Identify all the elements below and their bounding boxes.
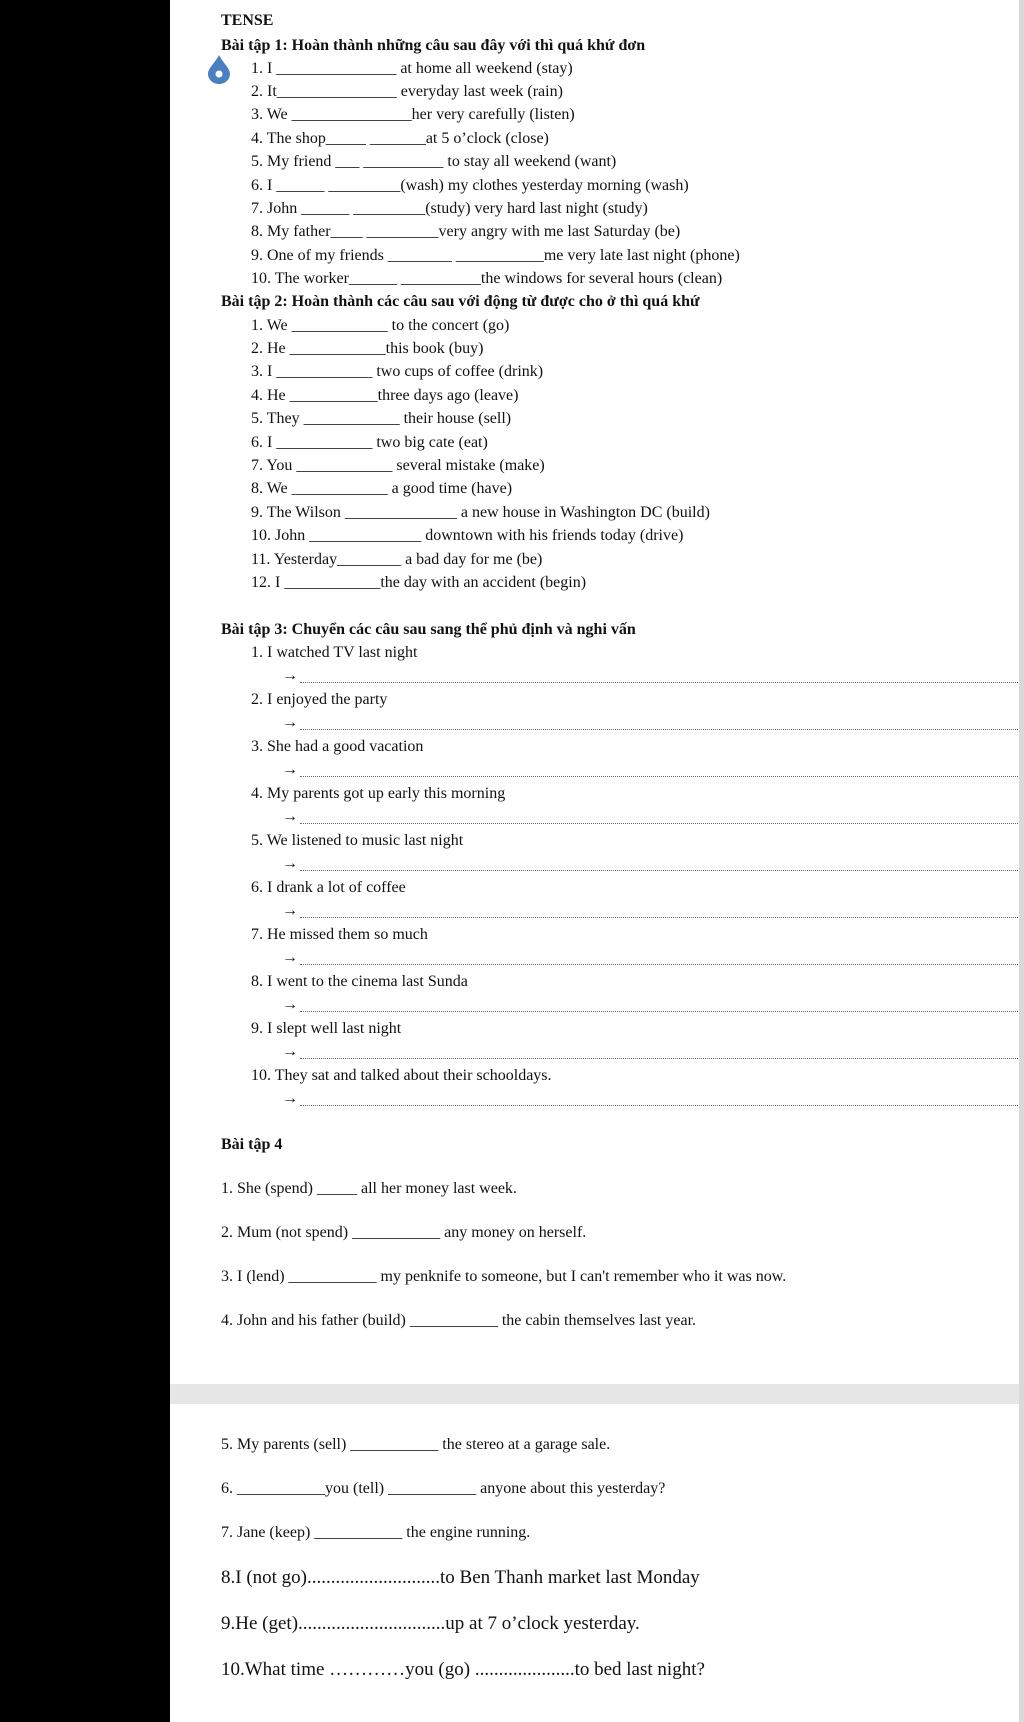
answer-arrow: → [282,761,298,778]
exercise-1-item: 6. I ______ _________(wash) my clothes yesterday morning (wash) [251,177,689,194]
exercise-1-item: 4. The shop_____ _______at 5 o’clock (close) [251,130,549,147]
exercise-2-item: 12. I ____________the day with an accident (begin) [251,574,587,591]
exercise-1-item: 8. My father____ _________very angry with me last Saturday (be) [251,223,681,240]
answer-line[interactable] [300,1058,1018,1059]
exercise-4-item: 5. My parents (sell) ___________ the stereo at a garage sale. [221,1436,611,1453]
answer-arrow: → [282,949,298,966]
exercise-1-heading: Bài tập 1: Hoàn thành những câu sau đây với thì quá khứ đơn [221,37,646,54]
exercise-3-item: 2. I enjoyed the party [251,691,388,708]
answer-arrow: → [282,1043,298,1060]
exercise-4-item: 6. ___________you (tell) ___________ anyone about this yesterday? [221,1480,666,1497]
exercise-1-item: 1. I _______________ at home all weekend (stay) [251,60,573,77]
exercise-2-heading: Bài tập 2: Hoàn thành các câu sau với động từ được cho ở thì quá khứ [221,293,700,310]
answer-line[interactable] [300,729,1018,730]
exercise-4-item: 1. She (spend) _____ all her money last week. [221,1180,517,1197]
exercise-1-item: 7. John ______ _________(study) very hard last night (study) [251,200,648,217]
answer-line[interactable] [300,964,1018,965]
page-gap [170,1384,1019,1404]
exercise-4-item: 7. Jane (keep) ___________ the engine running. [221,1524,531,1541]
exercise-2-item: 11. Yesterday________ a bad day for me (be) [251,551,543,568]
exercise-3-item: 6. I drank a lot of coffee [251,879,406,896]
scrollbar-track[interactable] [1019,0,1024,1722]
exercise-3-item: 3. She had a good vacation [251,738,424,755]
droplet-icon [204,54,234,84]
exercise-3-item: 7. He missed them so much [251,926,428,943]
answer-arrow: → [282,996,298,1013]
answer-arrow: → [282,902,298,919]
exercise-1-item: 10. The worker______ __________the windows for several hours (clean) [251,270,723,287]
document-title: TENSE [221,12,274,29]
exercise-2-item: 3. I ____________ two cups of coffee (drink) [251,363,544,380]
answer-line[interactable] [300,1011,1018,1012]
exercise-2-item: 9. The Wilson ______________ a new house in Washington DC (build) [251,504,710,521]
exercise-1-item: 2. It_______________ everyday last week (rain) [251,83,563,100]
exercise-4-item: 3. I (lend) ___________ my penknife to someone, but I can't remember who it was now. [221,1268,787,1285]
answer-arrow: → [282,1090,298,1107]
exercise-1-item: 5. My friend ___ __________ to stay all weekend (want) [251,153,617,170]
exercise-4-item: 9.He (get)...............................up at 7 o’clock yesterday. [221,1613,640,1634]
answer-line[interactable] [300,682,1018,683]
exercise-3-item: 1. I watched TV last night [251,644,418,661]
answer-line[interactable] [300,870,1018,871]
exercise-4-item: 2. Mum (not spend) ___________ any money on herself. [221,1224,587,1241]
exercise-4-item: 4. John and his father (build) ___________ the cabin themselves last year. [221,1312,697,1329]
exercise-2-item: 8. We ____________ a good time (have) [251,480,513,497]
exercise-2-item: 6. I ____________ two big cate (eat) [251,434,488,451]
exercise-2-item: 7. You ____________ several mistake (make) [251,457,545,474]
exercise-2-item: 1. We ____________ to the concert (go) [251,317,510,334]
exercise-3-item: 9. I slept well last night [251,1020,402,1037]
exercise-3-item: 5. We listened to music last night [251,832,464,849]
answer-arrow: → [282,855,298,872]
exercise-2-item: 2. He ____________this book (buy) [251,340,484,357]
answer-line[interactable] [300,917,1018,918]
exercise-4-item: 10.What time …………you (go) .....................to bed last night? [221,1659,705,1680]
answer-arrow: → [282,667,298,684]
exercise-1-item: 3. We _______________her very carefully (listen) [251,106,575,123]
exercise-2-item: 5. They ____________ their house (sell) [251,410,512,427]
exercise-4-heading: Bài tập 4 [221,1136,283,1153]
exercise-3-item: 4. My parents got up early this morning [251,785,506,802]
exercise-3-heading: Bài tập 3: Chuyển các câu sau sang thể phủ định và nghi vấn [221,621,636,638]
answer-arrow: → [282,714,298,731]
exercise-1-item: 9. One of my friends ________ ___________me very late last night (phone) [251,247,740,264]
exercise-3-item: 10. They sat and talked about their schooldays. [251,1067,552,1084]
exercise-4-item: 8.I (not go)............................to Ben Thanh market last Monday [221,1567,700,1588]
answer-arrow: → [282,808,298,825]
exercise-2-item: 4. He ___________three days ago (leave) [251,387,519,404]
answer-line[interactable] [300,823,1018,824]
answer-line[interactable] [300,776,1018,777]
exercise-3-item: 8. I went to the cinema last Sunda [251,973,468,990]
exercise-2-item: 10. John ______________ downtown with his friends today (drive) [251,527,684,544]
answer-line[interactable] [300,1105,1018,1106]
